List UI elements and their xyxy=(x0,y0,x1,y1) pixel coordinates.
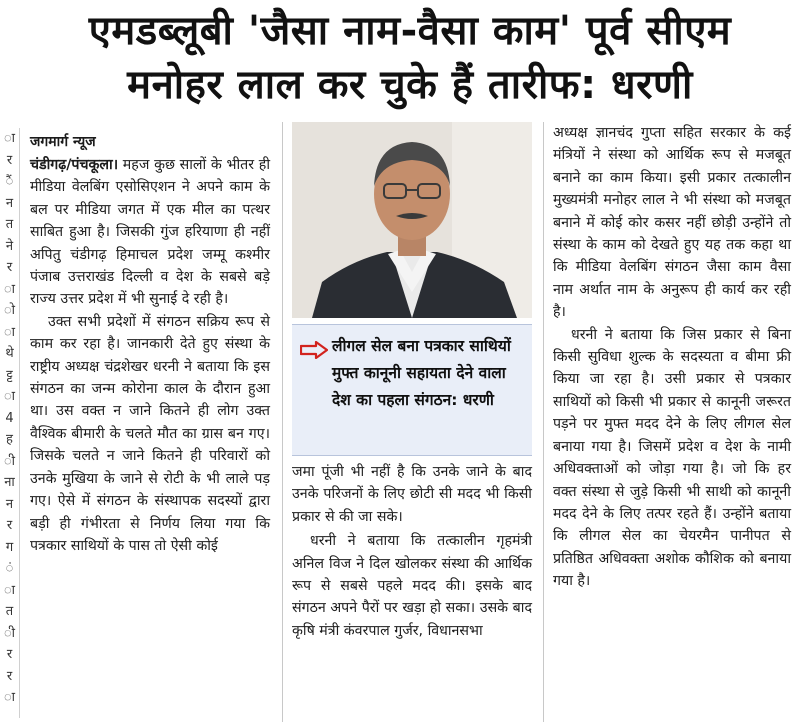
fragment-char: र xyxy=(6,668,13,684)
paragraph: उक्त सभी प्रदेशों में संगठन सक्रिय रूप से काम कर रहा है। जानकारी देते हुए संस्था के राष्ट्रीय अध्यक्ष चंद्रशेखर धरनी ने बताया कि इस संगठन का जन्म कोरोना काल के दौरान हुआ था। उस वक्त न जाने कितने ही लोग उक्त वैश्विक बीमारी के चलते मौत का ग्रास बन गए। जिसके चलते न जाने कितने ही परिवारों को उनके मुखिया के जाने से रोटी के भी लाले पड़ गए। ऐसे में संगठन के संस्थापक सदस्यों द्वारा बड़ी ही गंभीरता से निर्णय लिया गया कि पत्रकार साथियों के पास तो ऐसी कोई xyxy=(30,313,270,554)
fragment-char: ा xyxy=(3,324,16,340)
fragment-char: ट्ट xyxy=(6,367,13,383)
fragment-char: ी xyxy=(3,625,16,641)
headline xyxy=(30,4,790,112)
portrait-photo xyxy=(292,122,532,318)
fragment-char: ा xyxy=(3,389,16,404)
column-divider xyxy=(282,122,283,722)
fragment-char: ैं xyxy=(5,174,14,189)
fragment-char: र xyxy=(6,152,13,168)
fragment-char: ं xyxy=(5,561,14,576)
column-divider xyxy=(543,122,544,722)
paragraph: धरनी ने बताया कि जिस प्रकार से बिना किसी सुविधा शुल्क के सदस्यता व बीमा फ्री किया जा रहा है। उसी प्रकार से पत्रकार साथियों को किसी भी प्रकार से कानूनी जरूरत पड़ने पर मुफ्त मदद देने के लिए लीगल सेल बनाया गया है। जिसमें प्रदेश व देश के नामी अधिवक्ताओं को जोड़ा गया है। जो कि हर वक्त संस्था से जुड़े किसी भी साथी को कानूनी मदद देने के लिए तत्पर रहते हैं। उन्होंने बताया कि लीगल सेल का चेयरमैन पानीपत से प्रतिष्ठित अधिवक्ता अशोक कौशिक को बनाया गया है। xyxy=(553,326,791,590)
headline-line-2: मनोहर लाल कर चुके हैं तारीफ: धरणी xyxy=(127,62,693,108)
fragment-char: ी xyxy=(3,453,16,469)
fragment-char: ग xyxy=(5,539,14,555)
fragment-char: त xyxy=(5,604,14,619)
paragraph: अध्यक्ष ज्ञानचंद गुप्ता सहित सरकार के कई मंत्रियों ने संस्था को आर्थिक रूप से मजबूत बनाने का काम किया। इसी प्रकार तत्कालीन मुख्यमंत्री मनोहर लाल ने भी संस्था को मजबूत बनाने में कोई कोर कसर नहीं छोड़ी उन्होंने तो संस्था के काम को देखते हुए यह तक कहा था कि मीडिया वेलबिंग संगठन जैसा काम वैसा नाम अर्थात नाम के अनुरूप ही कार्य कर रही है। xyxy=(553,125,791,321)
callout-text: लीगल सेल बना पत्रकार साथियों मुफ्त कानूनी सहायता देने वाला देश का पहला संगठन: धरणी xyxy=(332,337,511,409)
paragraph xyxy=(30,154,270,311)
fragment-char: ा xyxy=(3,281,16,297)
byline: जगमार्ग न्यूज xyxy=(30,134,96,150)
headline-line-1: एमडब्लूबी 'जैसा नाम-वैसा काम' पूर्व सीएम xyxy=(88,8,732,54)
fragment-char: ह xyxy=(6,432,13,447)
dateline: चंडीगढ़/पंचकूला। xyxy=(30,157,119,173)
fragment-char: र xyxy=(6,260,13,275)
fragment-char: ो xyxy=(3,303,16,318)
fragment-char: र xyxy=(6,518,13,533)
fragment-char: न xyxy=(5,195,14,211)
paragraph-text: महज कुछ सालों के भीतर ही मीडिया वेलबिंग एसोसिएशन ने अपने काम के बल पर मीडिया जगत में एक मील का पत्थर साबित हुआ है। जिसकी गुंज हरियाणा ही नहीं अपितु चंडीगढ़ हिमाचल प्रदेश जम्मू कश्मीर पंजाब उत्तराखंड दिल्ली व देश के सबसे बड़े राज्य उत्तर प्रदेश में भी सुनाई दे रही है। xyxy=(30,157,270,308)
article-column-1 xyxy=(30,132,270,557)
arrow-right-icon xyxy=(300,341,328,359)
fragment-char: ा xyxy=(3,582,16,598)
fragment-char: ा xyxy=(3,131,16,146)
fragment-char: थे xyxy=(5,346,14,361)
fragment-char: न xyxy=(5,496,14,512)
paragraph: जमा पूंजी भी नहीं है कि उनके जाने के बाद उनके परिजनों के लिए छोटी सी मदद भी किसी प्रकार से की जा सके। xyxy=(292,464,532,525)
fragment-char: ना xyxy=(4,475,15,490)
paragraph: धरनी ने बताया कि तत्कालीन गृहमंत्री अनिल विज ने दिल खोलकर संस्था की आर्थिक रूप से सबसे पहले मदद की। इसके बाद संगठन अपने पैरों पर खड़ा हो सका। उसके बाद कृषि मंत्री कंवरपाल गुर्जर, विधानसभा xyxy=(292,533,532,639)
fragment-char: त xyxy=(5,217,14,232)
article-column-2 xyxy=(292,461,532,642)
article-column-3 xyxy=(553,122,791,593)
adjacent-column-fragment xyxy=(0,128,20,718)
fragment-char: ने xyxy=(5,238,14,254)
fragment-char: 4 xyxy=(5,410,14,426)
fragment-char: र xyxy=(6,647,13,662)
callout-box xyxy=(292,324,532,456)
fragment-char: ा xyxy=(3,690,16,705)
